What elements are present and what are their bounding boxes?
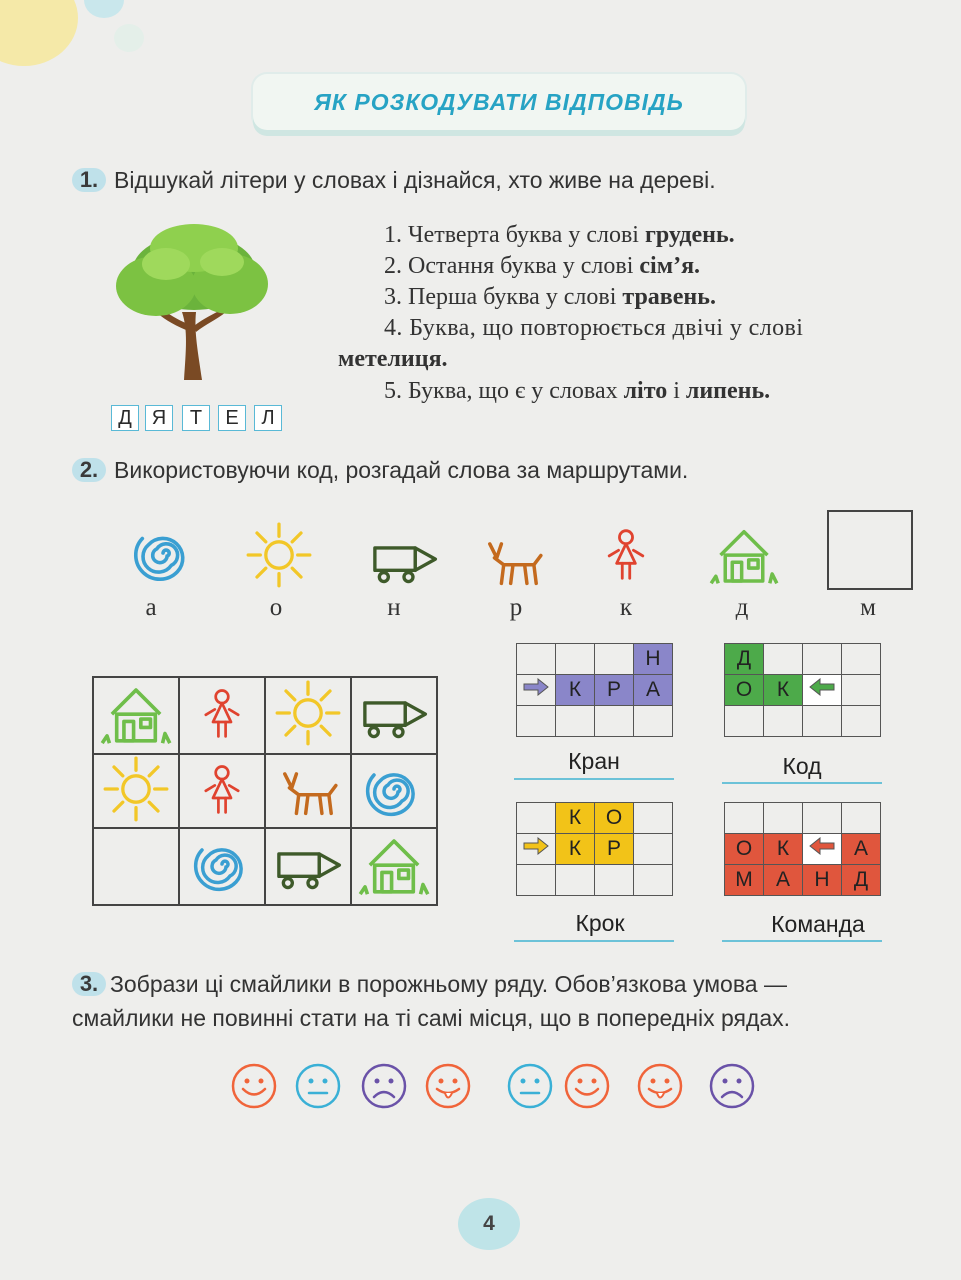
legend-spiral-icon	[132, 522, 194, 584]
grid-cell	[179, 677, 265, 754]
grid-cell	[265, 677, 351, 754]
puzzle-cell: А	[764, 865, 803, 896]
puzzle-grid-kran	[516, 643, 673, 737]
grid-cell	[179, 828, 265, 905]
puzzle-underline	[514, 778, 674, 780]
girl-icon	[195, 758, 249, 820]
clue-1: 1. Четверта буква у слові грудень.	[384, 222, 735, 248]
puzzle-cell: М	[725, 865, 764, 896]
page-number-badge	[458, 1198, 520, 1250]
puzzle-cell	[842, 803, 881, 834]
page-title: ЯК РОЗКОДУВАТИ ВІДПОВІДЬ	[314, 88, 684, 115]
puzzle-cell	[842, 644, 881, 675]
puzzle-cell: Д	[842, 865, 881, 896]
puzzle-grid-krok	[516, 802, 673, 896]
puzzle-cell: К	[556, 803, 595, 834]
legend-letter-k: к	[619, 594, 633, 621]
puzzle-cell: Н	[634, 644, 673, 675]
legend-letter-d: д	[735, 594, 749, 621]
task3-prompt-line1: Зобрази ці смайлики в порожньому ряду. Обов’язкова умова —	[110, 971, 787, 997]
puzzle-cell: А	[634, 675, 673, 706]
task3-prompt-line2: смайлики не повинні стати на ті самі місця, що в попередніх рядах.	[72, 1005, 791, 1031]
answer-letter-5: Л	[254, 405, 282, 431]
arrow-right-icon	[517, 675, 556, 706]
grid-cell	[93, 677, 179, 754]
puzzle-cell	[803, 644, 842, 675]
puzzle-underline	[722, 782, 882, 784]
puzzle-cell	[803, 706, 842, 737]
smiley-sad-icon	[708, 1062, 756, 1110]
puzzle-grid-komanda	[724, 802, 881, 896]
puzzle-cell: О	[595, 803, 634, 834]
legend-sun-icon	[244, 522, 314, 588]
clue-5: 5. Буква, що є у словах літо і липень.	[384, 378, 771, 404]
answer-letter-3: Т	[182, 405, 210, 431]
smiley-tongue-icon	[424, 1062, 472, 1110]
puzzle-cell	[517, 865, 556, 896]
puzzle-cell: К	[764, 675, 803, 706]
task2-prompt: Використовуючи код, розгадай слова за маршрутами.	[114, 457, 689, 483]
legend-letter-n: н	[387, 594, 401, 621]
puzzle-cell: О	[725, 675, 764, 706]
puzzle-cell	[634, 834, 673, 865]
legend-empty-square-icon	[827, 510, 913, 590]
puzzle-cell	[595, 706, 634, 737]
puzzle-cell	[842, 675, 881, 706]
puzzle-cell: А	[842, 834, 881, 865]
task2-number-badge: 2.	[72, 458, 106, 482]
puzzle-cell	[517, 706, 556, 737]
legend-truck-icon	[368, 530, 440, 586]
puzzle-cell	[595, 865, 634, 896]
grid-cell-empty	[93, 828, 179, 905]
truck-icon	[273, 836, 343, 892]
legend-letter-a: а	[145, 594, 157, 621]
puzzle-cell	[595, 644, 634, 675]
decorative-circle-teal	[84, 0, 124, 18]
legend-house-icon	[704, 520, 784, 588]
puzzle-label-komanda: Команда	[771, 911, 865, 937]
puzzle-cell	[634, 865, 673, 896]
decorative-circle-yellow	[0, 0, 78, 66]
code-grid	[92, 676, 438, 906]
clue-4-word: метелиця.	[338, 346, 448, 372]
puzzle-cell	[556, 706, 595, 737]
puzzle-cell: К	[556, 675, 595, 706]
puzzle-cell	[842, 706, 881, 737]
puzzle-cell	[725, 803, 764, 834]
smiley-neutral-icon	[506, 1062, 554, 1110]
house-icon	[96, 678, 176, 748]
legend-letter-o: о	[269, 594, 283, 621]
puzzle-label-kran: Кран	[568, 748, 620, 774]
grid-cell	[351, 828, 437, 905]
puzzle-cell: О	[725, 834, 764, 865]
tree-icon	[106, 220, 276, 390]
smiley-neutral-icon	[294, 1062, 342, 1110]
puzzle-cell	[517, 644, 556, 675]
spiral-icon	[192, 834, 252, 894]
clue-2: 2. Остання буква у слові сім’я.	[384, 253, 701, 279]
puzzle-cell: Д	[725, 644, 764, 675]
puzzle-cell	[764, 706, 803, 737]
page-title-banner	[253, 74, 745, 130]
smiley-happy-icon	[230, 1062, 278, 1110]
dog-icon	[273, 760, 343, 818]
clue-3: 3. Перша буква у слові травень.	[384, 284, 716, 310]
puzzle-cell: К	[764, 834, 803, 865]
task1-number-badge: 1.	[72, 168, 106, 192]
grid-cell	[351, 754, 437, 828]
page-number: 4	[483, 1212, 495, 1235]
answer-letter-4: Е	[218, 405, 246, 431]
puzzle-grid-kod	[724, 643, 881, 737]
puzzle-label-krok: Крок	[575, 910, 625, 936]
puzzle-cell: Р	[595, 675, 634, 706]
grid-cell	[93, 754, 179, 828]
spiral-icon	[364, 759, 424, 819]
puzzle-cell	[803, 803, 842, 834]
smiley-tongue-icon	[636, 1062, 684, 1110]
puzzle-cell	[764, 803, 803, 834]
smiley-sad-icon	[360, 1062, 408, 1110]
puzzle-cell	[634, 706, 673, 737]
grid-cell	[265, 754, 351, 828]
puzzle-cell	[764, 644, 803, 675]
legend-letter-m: м	[860, 594, 876, 621]
grid-cell	[265, 828, 351, 905]
puzzle-cell	[556, 865, 595, 896]
legend-letter-r: р	[509, 594, 523, 621]
truck-icon	[359, 685, 429, 741]
puzzle-label-kod: Код	[782, 753, 822, 779]
puzzle-cell	[725, 706, 764, 737]
grid-cell	[179, 754, 265, 828]
house-icon	[354, 829, 434, 899]
task3-number-badge: 3.	[72, 972, 106, 996]
puzzle-cell: Н	[803, 865, 842, 896]
arrow-left-icon	[803, 834, 842, 865]
grid-cell	[351, 677, 437, 754]
sun-icon	[275, 680, 341, 746]
smiley-happy-icon	[563, 1062, 611, 1110]
clue-4: 4. Буква, що повторюється двічі у слові	[384, 315, 804, 341]
puzzle-cell	[556, 644, 595, 675]
decorative-circle-small	[114, 24, 144, 52]
puzzle-cell: К	[556, 834, 595, 865]
task1-prompt: Відшукай літери у словах і дізнайся, хто живе на дереві.	[114, 167, 716, 193]
puzzle-cell	[634, 803, 673, 834]
sun-icon	[103, 756, 169, 822]
legend-girl-icon	[598, 522, 654, 586]
girl-icon	[195, 682, 249, 744]
arrow-left-icon	[803, 675, 842, 706]
puzzle-underline	[514, 940, 674, 942]
puzzle-cell	[517, 803, 556, 834]
legend-dog-icon	[478, 530, 548, 588]
answer-letter-2: Я	[145, 405, 173, 431]
arrow-right-icon	[517, 834, 556, 865]
puzzle-cell: Р	[595, 834, 634, 865]
answer-letter-1: Д	[111, 405, 139, 431]
puzzle-underline	[722, 940, 882, 942]
